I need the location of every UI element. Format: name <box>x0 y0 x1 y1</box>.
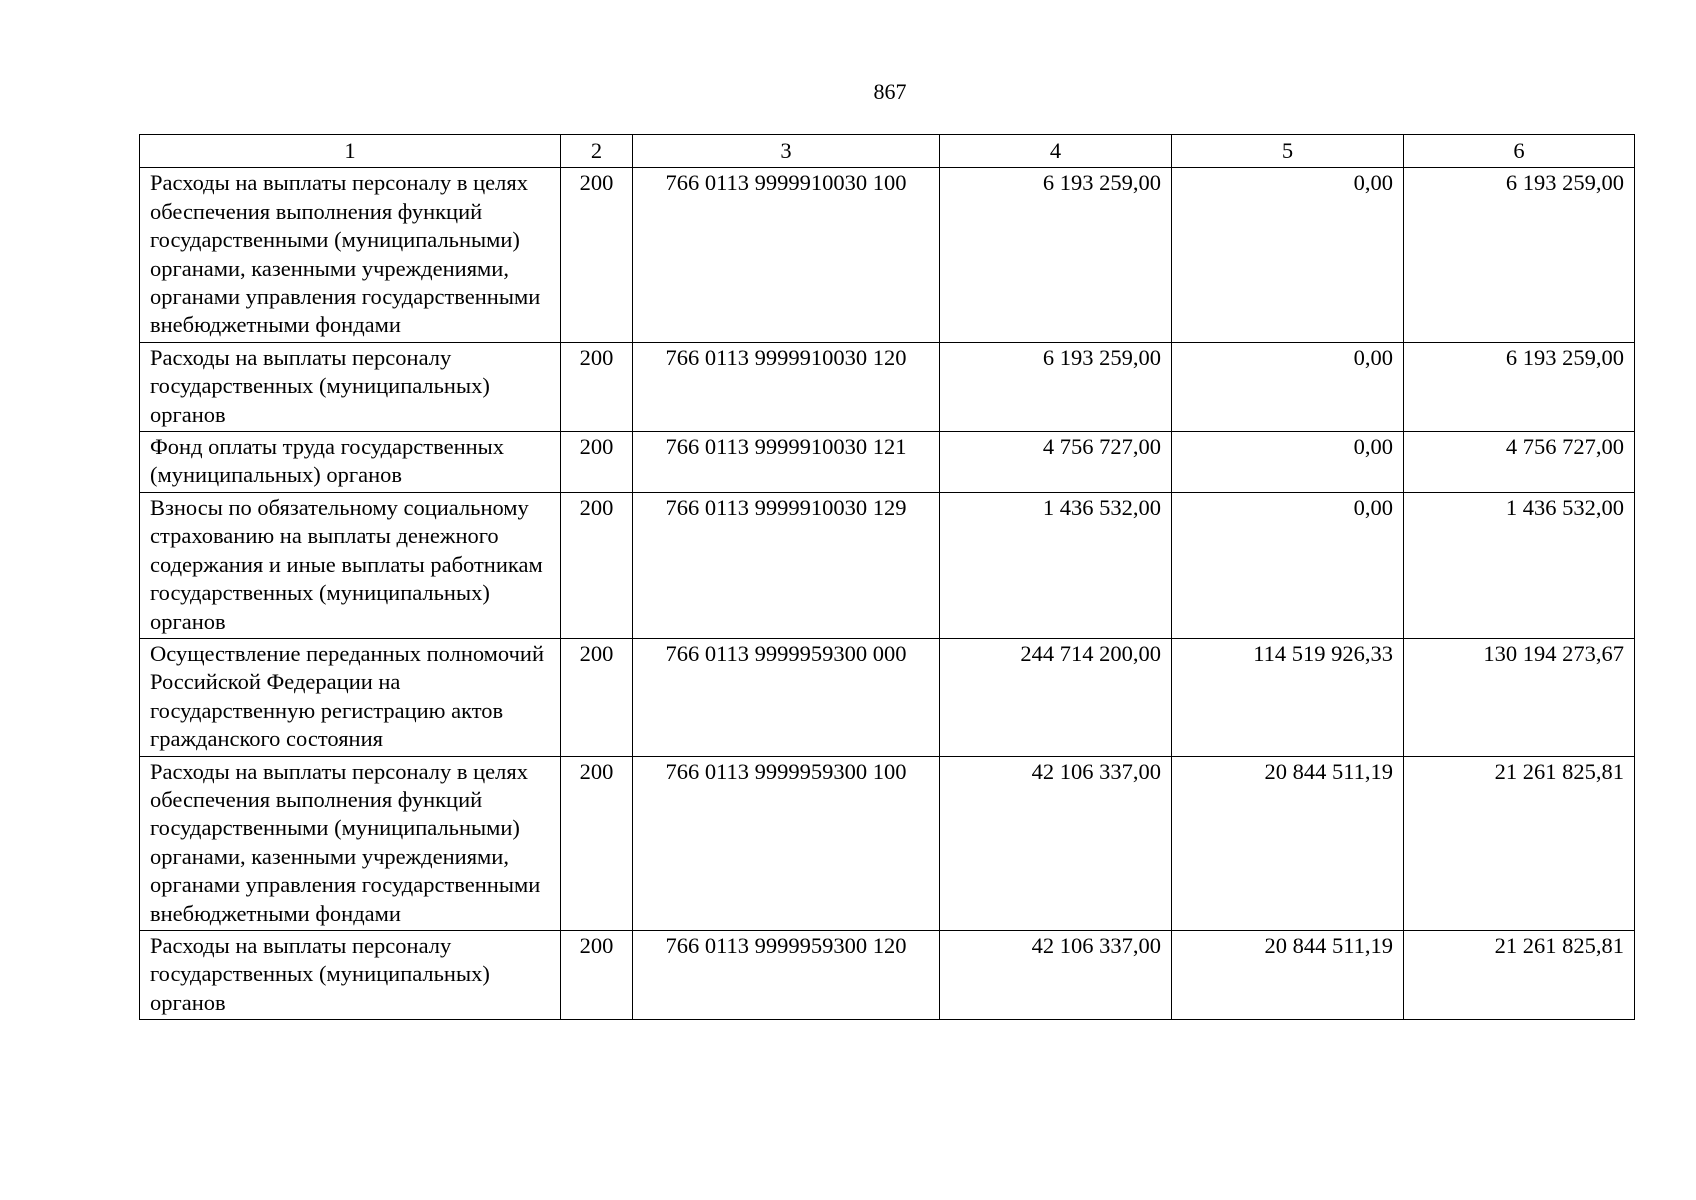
row-col6-cell: 130 194 273,67 <box>1404 638 1635 756</box>
row-col4-cell: 244 714 200,00 <box>940 638 1172 756</box>
row-col6-cell: 6 193 259,00 <box>1404 342 1635 431</box>
row-name-cell: Осуществление переданных полномочий Российской Федерации на государственную регистрацию актов гражданского состояния <box>140 638 561 756</box>
row-code-cell: 200 <box>561 756 633 930</box>
row-code-cell: 200 <box>561 432 633 493</box>
table-row <box>140 756 1635 930</box>
row-classification-cell: 766 0113 9999959300 120 <box>633 930 940 1019</box>
column-header: 1 <box>140 135 561 168</box>
row-col4-cell: 1 436 532,00 <box>940 492 1172 638</box>
row-classification-cell: 766 0113 9999959300 100 <box>633 756 940 930</box>
row-code-cell: 200 <box>561 168 633 342</box>
budget-table <box>139 134 1635 1020</box>
row-name-cell: Расходы на выплаты персоналу государственных (муниципальных) органов <box>140 342 561 431</box>
row-name-cell: Фонд оплаты труда государственных (муниципальных) органов <box>140 432 561 493</box>
row-name-cell: Расходы на выплаты персоналу государственных (муниципальных) органов <box>140 930 561 1019</box>
row-col5-cell: 0,00 <box>1172 342 1404 431</box>
row-col5-cell: 0,00 <box>1172 432 1404 493</box>
row-col5-cell: 20 844 511,19 <box>1172 930 1404 1019</box>
row-classification-cell: 766 0113 9999959300 000 <box>633 638 940 756</box>
row-name-cell: Расходы на выплаты персоналу в целях обеспечения выполнения функций государственными (муниципальными) органами, казенными учреждениями, органами управления государственными внебюджетными фондами <box>140 756 561 930</box>
row-name-cell: Расходы на выплаты персоналу в целях обеспечения выполнения функций государственными (муниципальными) органами, казенными учреждениями, органами управления государственными внебюджетными фондами <box>140 168 561 342</box>
row-col4-cell: 42 106 337,00 <box>940 756 1172 930</box>
row-code-cell: 200 <box>561 930 633 1019</box>
row-col5-cell: 0,00 <box>1172 168 1404 342</box>
table-row <box>140 168 1635 342</box>
column-header: 5 <box>1172 135 1404 168</box>
row-col6-cell: 21 261 825,81 <box>1404 756 1635 930</box>
row-col4-cell: 6 193 259,00 <box>940 168 1172 342</box>
row-classification-cell: 766 0113 9999910030 129 <box>633 492 940 638</box>
page-number: 867 <box>873 79 907 104</box>
table-row <box>140 342 1635 431</box>
row-code-cell: 200 <box>561 638 633 756</box>
column-header: 3 <box>633 135 940 168</box>
row-col6-cell: 4 756 727,00 <box>1404 432 1635 493</box>
row-col5-cell: 0,00 <box>1172 492 1404 638</box>
row-col6-cell: 1 436 532,00 <box>1404 492 1635 638</box>
row-col5-cell: 20 844 511,19 <box>1172 756 1404 930</box>
header-row <box>140 135 1635 168</box>
row-classification-cell: 766 0113 9999910030 100 <box>633 168 940 342</box>
column-header: 2 <box>561 135 633 168</box>
row-classification-cell: 766 0113 9999910030 120 <box>633 342 940 431</box>
row-col4-cell: 42 106 337,00 <box>940 930 1172 1019</box>
row-col5-cell: 114 519 926,33 <box>1172 638 1404 756</box>
row-col4-cell: 6 193 259,00 <box>940 342 1172 431</box>
table-row <box>140 930 1635 1019</box>
table-row <box>140 432 1635 493</box>
row-name-cell: Взносы по обязательному социальному страхованию на выплаты денежного содержания и иные выплаты работникам государственных (муниципальных) органов <box>140 492 561 638</box>
row-col4-cell: 4 756 727,00 <box>940 432 1172 493</box>
column-header: 6 <box>1404 135 1635 168</box>
table-row <box>140 492 1635 638</box>
table-row <box>140 638 1635 756</box>
column-header: 4 <box>940 135 1172 168</box>
row-col6-cell: 6 193 259,00 <box>1404 168 1635 342</box>
row-col6-cell: 21 261 825,81 <box>1404 930 1635 1019</box>
row-classification-cell: 766 0113 9999910030 121 <box>633 432 940 493</box>
row-code-cell: 200 <box>561 342 633 431</box>
row-code-cell: 200 <box>561 492 633 638</box>
